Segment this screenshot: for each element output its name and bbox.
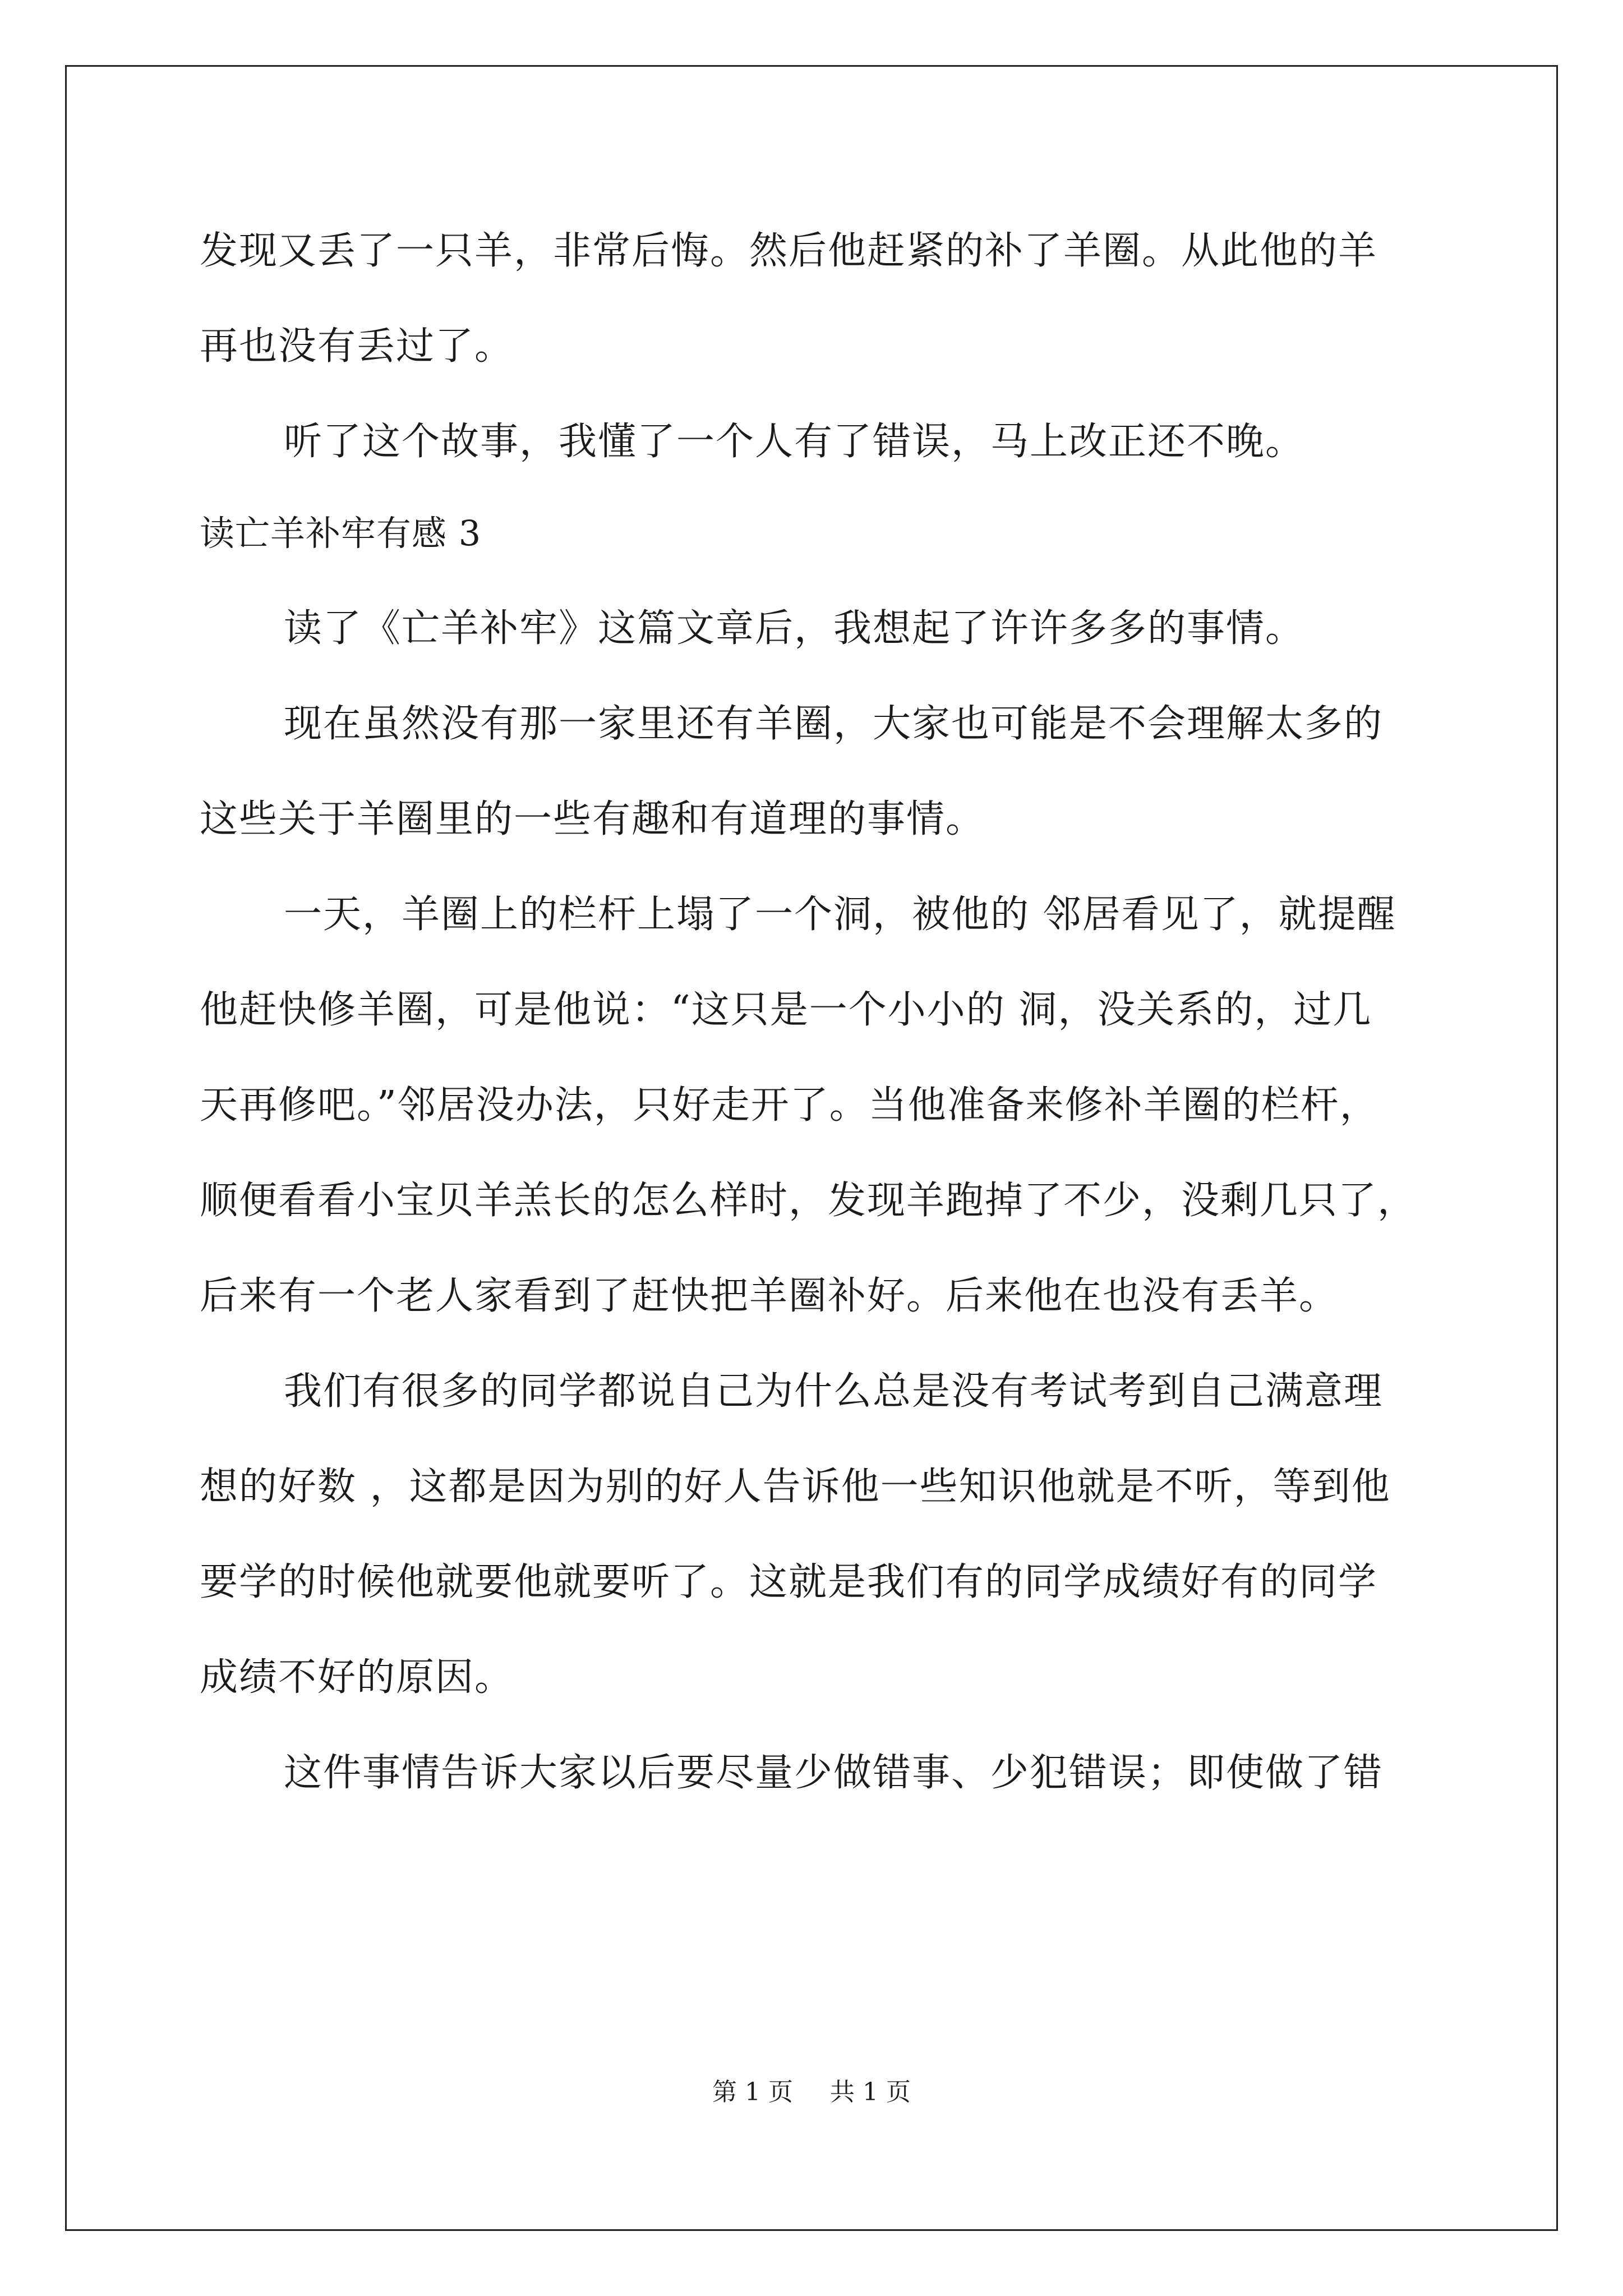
page-footer	[0, 2076, 1623, 2109]
body-line: 想的好数 ，这都是因为别的好人告诉他一些知识他就是不听，等到他	[200, 1465, 1391, 1509]
body-line: 成绩不好的原因。	[200, 1655, 514, 1700]
paragraph-start: 这件事情告诉大家以后要尽量少做错事、少犯错误；即使做了错	[284, 1751, 1384, 1795]
paragraph-start: 听了这个故事，我懂了一个人有了错误，马上改正还不晚。	[284, 420, 1305, 464]
body-line: 再也没有丢过了。	[200, 324, 514, 369]
page-total: 共 1 页	[830, 2078, 911, 2106]
paragraph-start: 我们有很多的同学都说自己为什么总是没有考试考到自己满意理	[284, 1369, 1384, 1414]
paragraph-start: 一天，羊圈上的栏杆上塌了一个洞，被他的 邻居看见了，就提醒	[284, 892, 1396, 937]
paragraph-start: 读了《亡羊补牢》这篇文章后，我想起了许许多多的事情。	[284, 606, 1305, 651]
body-line: 这些关于羊圈里的一些有趣和有道理的事情。	[200, 797, 985, 841]
body-line: 发现又丢了一只羊，非常后悔。然后他赶紧的补了羊圈。从此他的羊	[200, 229, 1378, 273]
page-number: 第 1 页	[712, 2078, 793, 2106]
section-heading: 读亡羊补牢有感 3	[200, 513, 482, 554]
body-line: 顺便看看小宝贝羊羔长的怎么样时，发现羊跑掉了不少，没剩几只了，	[200, 1179, 1417, 1223]
body-line: 他赶快修羊圈，可是他说：“这只是一个小小的 洞，没关系的，过几	[200, 988, 1372, 1032]
body-line: 天再修吧。”邻居没办法，只好走开了。当他准备来修补羊圈的栏杆，	[200, 1083, 1379, 1128]
body-line: 要学的时候他就要他就要听了。这就是我们有的同学成绩好有的同学	[200, 1560, 1378, 1604]
paragraph-start: 现在虽然没有那一家里还有羊圈，大家也可能是不会理解太多的	[284, 702, 1384, 746]
body-line: 后来有一个老人家看到了赶快把羊圈补好。后来他在也没有丢羊。	[200, 1274, 1339, 1318]
page-border	[65, 65, 1558, 2231]
